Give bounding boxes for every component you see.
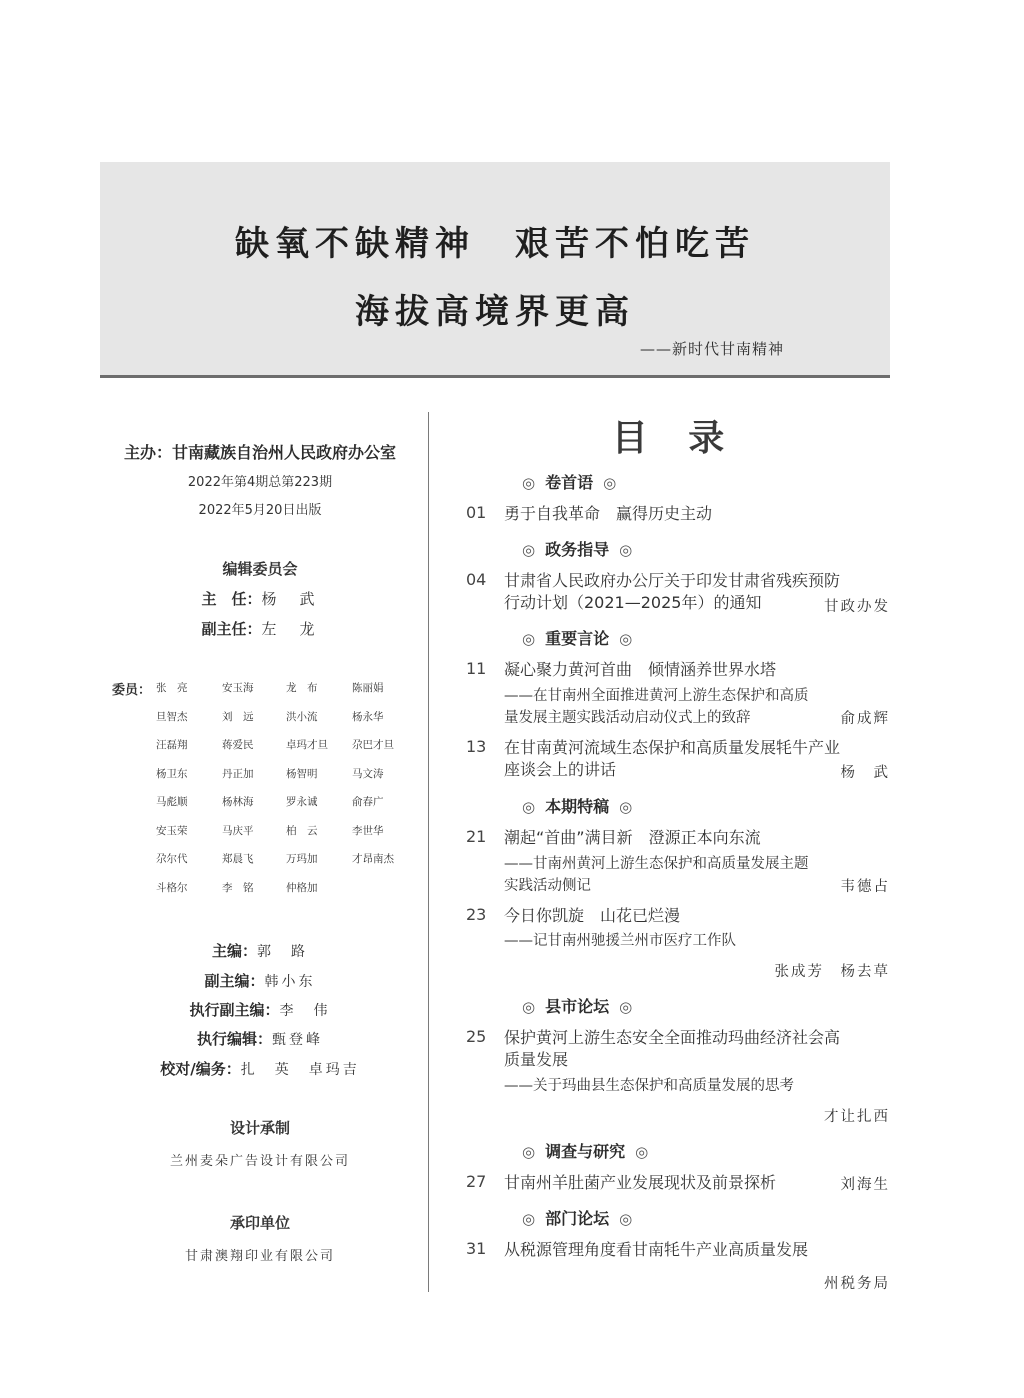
- toc-entry[interactable]: [466, 659, 890, 729]
- chief-editor: [100, 940, 420, 961]
- column-divider: [428, 412, 429, 1292]
- toc-entry-author: 才让扎西: [824, 1109, 890, 1125]
- section-marker-icon: ◎: [603, 474, 617, 492]
- members-label: 委员：: [112, 683, 152, 698]
- board-member: 马文涛: [352, 767, 384, 780]
- board-chair: [100, 588, 420, 609]
- sponsor-line: 主办：甘南藏族自治州人民政府办公室: [123, 443, 396, 462]
- section-marker-icon: ◎: [522, 630, 536, 648]
- board-member: 俞春广: [352, 796, 384, 808]
- board-member: 杨智明: [286, 767, 318, 780]
- section-title: 政务指导: [545, 540, 610, 559]
- board-member: 尕巴才旦: [352, 739, 394, 751]
- deputy-editor: [100, 970, 420, 991]
- toc-entry[interactable]: [466, 827, 890, 897]
- toc-page-number: 21: [466, 827, 487, 846]
- section-marker-icon: ◎: [522, 998, 536, 1016]
- toc-entry[interactable]: [466, 570, 890, 616]
- section-marker-icon: ◎: [619, 798, 633, 816]
- toc-entry-subtitle: ——甘南州黄河上游生态保护和高质量发展主题: [504, 856, 809, 872]
- deputy-editor-name: 韩小东: [264, 974, 316, 990]
- board-member: 柏 云: [286, 824, 318, 837]
- board-member: 汪磊翔: [156, 739, 188, 751]
- board-member: 龙 布: [286, 682, 318, 694]
- toc-entry-author: 杨 武: [840, 765, 890, 781]
- toc-entry-subtitle: ——关于玛曲县生态保护和高质量发展的思考: [504, 1078, 794, 1094]
- printing-company: 甘肃澳翔印业有限公司: [184, 1249, 335, 1264]
- slogan-subtitle: ——新时代甘南精神: [639, 340, 784, 358]
- chief-editor-label: 主编：: [211, 942, 257, 960]
- toc-entry-title: 潮起“首曲”满目新 澄源正本向东流: [504, 828, 761, 847]
- toc-entry-subtitle: 实践活动侧记: [504, 878, 591, 894]
- board-member: 杨卫东: [156, 767, 188, 780]
- board-member: 杨林海: [222, 796, 254, 808]
- board-vice-chair: [100, 618, 420, 639]
- board-member: 马彪顺: [156, 796, 188, 808]
- chief-editor-name: 郭 路: [257, 944, 308, 960]
- board-chair-name: 杨 武: [261, 590, 319, 608]
- board-member: 蒋爱民: [222, 739, 254, 751]
- toc-section: [522, 1139, 648, 1162]
- toc-page-number: 13: [466, 737, 487, 756]
- proofreader-label: 校对/编务：: [160, 1060, 241, 1078]
- design-title: 设计承制: [229, 1119, 290, 1137]
- toc-page-number: 11: [466, 659, 487, 678]
- toc-section: [522, 626, 632, 649]
- section-title: 调查与研究: [545, 1142, 626, 1161]
- toc-entry[interactable]: [466, 737, 890, 783]
- toc-page-number: 31: [466, 1239, 487, 1258]
- deputy-editor-label: 副主编：: [204, 972, 265, 990]
- toc-entry-title: 在甘南黄河流域生态保护和高质量发展牦牛产业 座谈会上的讲话: [504, 738, 841, 779]
- executive-editor-name: 甄登峰: [272, 1032, 323, 1048]
- board-member: 安玉海: [222, 682, 254, 694]
- toc-entry-author: 张成芳 杨去草: [774, 964, 890, 980]
- board-member: 郑晨飞: [222, 853, 254, 865]
- toc-entry-subtitle: ——在甘南州全面推进黄河上游生态保护和高质: [504, 688, 809, 704]
- executive-deputy-editor: [100, 999, 420, 1020]
- toc-entry-author: 俞成辉: [840, 711, 890, 727]
- board-member: 罗永诚: [286, 796, 318, 808]
- toc-page-number: 01: [466, 503, 487, 522]
- section-marker-icon: ◎: [619, 1210, 633, 1228]
- section-title: 卷首语: [545, 473, 594, 492]
- toc-section: [522, 1206, 632, 1229]
- board-member: 才昂南杰: [352, 853, 394, 865]
- section-marker-icon: ◎: [522, 474, 536, 492]
- executive-editor: [100, 1028, 420, 1049]
- board-member: 尕尔代: [156, 853, 188, 865]
- members-grid: [156, 680, 416, 908]
- section-marker-icon: ◎: [619, 998, 633, 1016]
- section-marker-icon: ◎: [619, 541, 633, 559]
- toc-entry[interactable]: [466, 1027, 890, 1127]
- toc-entry-author: 州税务局: [824, 1276, 890, 1292]
- toc-entry[interactable]: [466, 503, 890, 527]
- section-marker-icon: ◎: [635, 1143, 649, 1161]
- executive-deputy-editor-name: 李 伟: [279, 1003, 331, 1019]
- toc-entry-title: 勇于自我革命 赢得历史主动: [504, 504, 713, 523]
- executive-editor-label: 执行编辑：: [196, 1030, 272, 1048]
- board-member: 安玉荣: [156, 824, 188, 837]
- board-vice-chair-label: 副主任：: [201, 620, 262, 638]
- board-chair-label: 主 任：: [201, 590, 262, 608]
- board-member: 李世华: [352, 824, 384, 837]
- toc-entry[interactable]: [466, 1172, 890, 1196]
- board-member: 旦智杰: [156, 710, 188, 723]
- section-title: 县市论坛: [545, 997, 610, 1016]
- toc-page-number: 23: [466, 905, 487, 924]
- proofreader: [100, 1058, 420, 1079]
- toc-entry-subtitle: 量发展主题实践活动启动仪式上的致辞: [504, 710, 751, 726]
- board-member: 马庆平: [222, 824, 254, 837]
- toc-section: [522, 470, 616, 493]
- design-company: 兰州麦朵广告设计有限公司: [169, 1154, 350, 1169]
- toc-page-number: 04: [466, 570, 487, 589]
- toc-entry-title: 保护黄河上游生态安全全面推动玛曲经济社会高 质量发展: [504, 1028, 841, 1069]
- toc-entry-title: 甘肃省人民政府办公厅关于印发甘肃省残疾预防 行动计划（2021—2025年）的通知: [504, 571, 841, 612]
- board-member: 洪小流: [286, 710, 318, 723]
- toc-entry-subtitle: ——记甘南州驰援兰州市医疗工作队: [504, 933, 736, 949]
- editorial-board-title: 编辑委员会: [222, 560, 298, 578]
- board-member: 张 亮: [156, 682, 188, 694]
- executive-deputy-editor-label: 执行副主编：: [189, 1001, 280, 1019]
- toc-entry[interactable]: [466, 905, 890, 981]
- slogan-line-2: 海拔高境界更高: [355, 292, 635, 332]
- toc-entry-author: 刘海生: [840, 1177, 890, 1193]
- section-title: 本期特稿: [545, 797, 610, 816]
- section-marker-icon: ◎: [522, 541, 536, 559]
- toc-section: [522, 537, 632, 560]
- toc-page-number: 27: [466, 1172, 487, 1191]
- toc-entry-title: 凝心聚力黄河首曲 倾情涵养世界水塔: [504, 660, 777, 679]
- publication-date: 2022年5月20日出版: [198, 503, 322, 518]
- section-marker-icon: ◎: [619, 630, 633, 648]
- toc-entry-author: 韦德占: [840, 879, 890, 895]
- toc-entry-title: 甘南州羊肚菌产业发展现状及前景探析: [504, 1173, 777, 1192]
- section-marker-icon: ◎: [522, 1143, 536, 1161]
- board-member: 斗格尔: [156, 881, 188, 894]
- issue-number: 2022年第4期总第223期: [187, 475, 333, 490]
- toc-entry-title: 从税源管理角度看甘南牦牛产业高质量发展: [504, 1240, 809, 1259]
- section-marker-icon: ◎: [522, 1210, 536, 1228]
- toc-title: 目 录: [611, 417, 739, 459]
- toc-page-number: 25: [466, 1027, 487, 1046]
- section-marker-icon: ◎: [522, 798, 536, 816]
- proofreader-name: 扎 英 卓玛吉: [240, 1062, 360, 1078]
- section-title: 部门论坛: [545, 1209, 610, 1228]
- board-member: 刘 远: [222, 710, 254, 723]
- section-title: 重要言论: [545, 629, 610, 648]
- board-member: 李 铭: [222, 881, 254, 894]
- toc-section: [522, 994, 632, 1017]
- board-member: 杨永华: [352, 710, 384, 723]
- toc-section: [522, 794, 632, 817]
- board-member: 万玛加: [286, 853, 318, 865]
- toc-entry-title: 今日你凯旋 山花已烂漫: [504, 906, 681, 925]
- board-member: 仲格加: [286, 881, 318, 894]
- board-member: 丹正加: [222, 767, 254, 780]
- board-vice-chair-name: 左 龙: [261, 620, 319, 638]
- board-member: 陈丽娟: [352, 682, 384, 694]
- board-member: 卓玛才旦: [286, 739, 328, 751]
- header-banner: [100, 162, 890, 378]
- toc-entry[interactable]: [466, 1239, 890, 1295]
- toc-entry-author: 甘政办发: [824, 599, 890, 615]
- printing-title: 承印单位: [229, 1214, 290, 1232]
- slogan-line-1: 缺氧不缺精神 艰苦不怕吃苦: [235, 224, 755, 264]
